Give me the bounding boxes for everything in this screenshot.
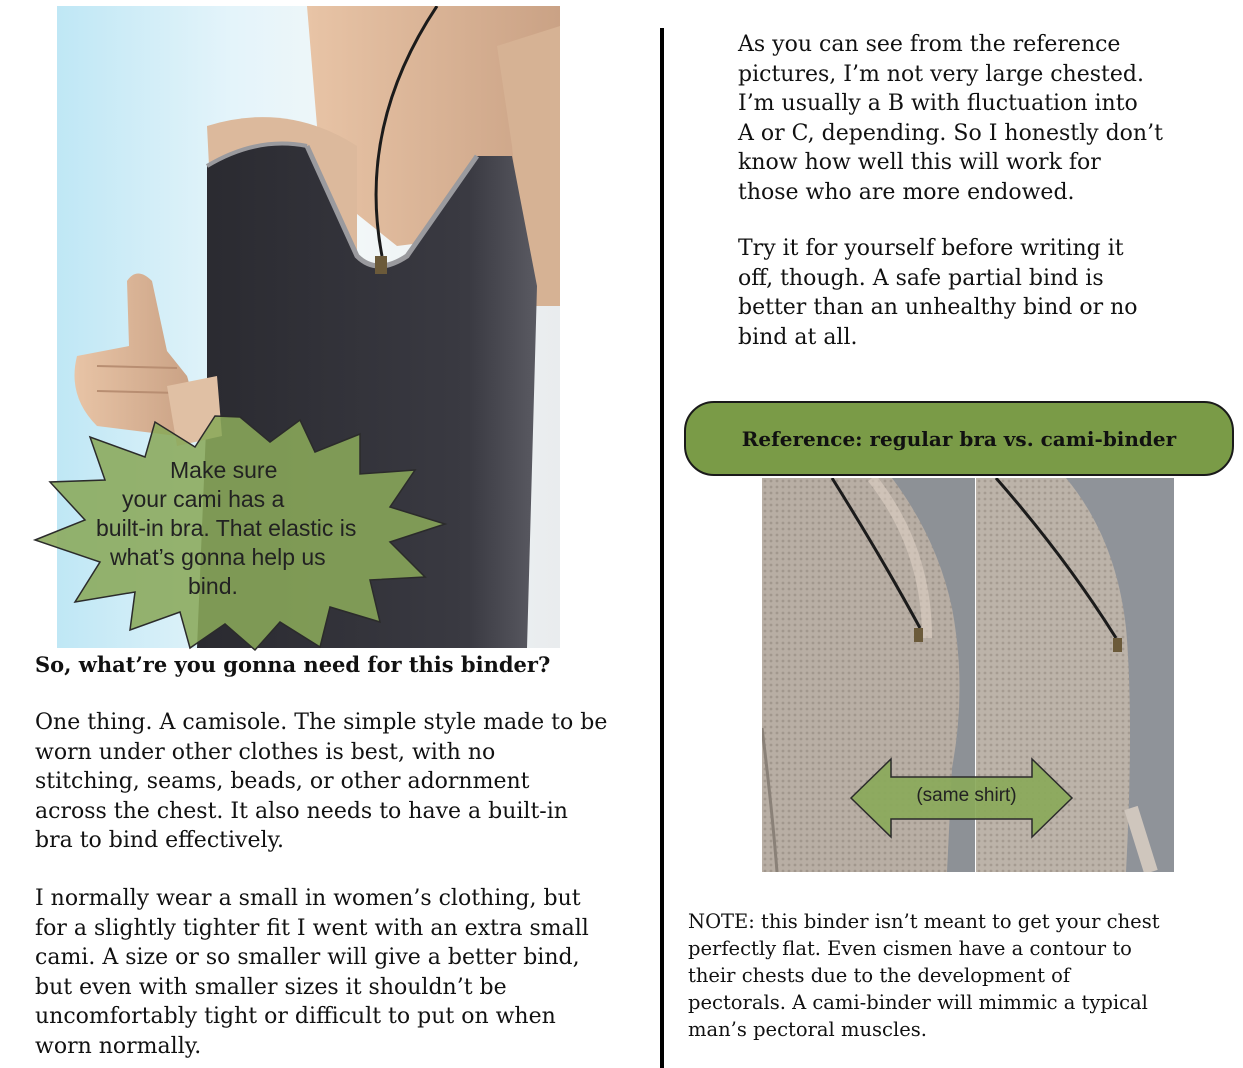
text-line: pectorals. A cami-binder will mimmic a typical [688,991,1148,1014]
text-line: A or C, depending. So I honestly don’t [738,120,1163,146]
column-divider [660,28,664,1068]
note-paragraph [688,908,1160,1043]
text-line: worn normally. [35,1033,202,1059]
text-line: man’s pectoral muscles. [688,1018,927,1041]
text-line: off, though. A safe partial bind is [738,265,1104,291]
size-paragraph [35,884,589,1061]
reference-label [684,401,1234,476]
text-line: One thing. A camisole. The simple style made to be [35,710,608,735]
callout-line: built-in bra. That elastic is [96,515,357,541]
section-heading: So, what’re you gonna need for this binder? [35,652,551,677]
text-line: cami. A size or so smaller will give a better bind, [35,945,580,970]
text-line: I’m usually a B with fluctuation into [738,91,1138,116]
text-line: for a slightly tighter fit I went with an extra small [35,915,589,941]
text-line: NOTE: this binder isn’t meant to get your chest [688,910,1160,933]
callout-text [60,456,420,601]
text-line: stitching, seams, beads, or other adornment [35,769,530,794]
text-line: uncomfortably tight or difficult to put on when [35,1004,556,1029]
text-line: I normally wear a small in women’s clothing, but [35,886,581,911]
text-line: those who are more endowed. [738,179,1075,205]
callout-line: bind. [188,573,238,599]
text-line: Try it for yourself before writing it [738,236,1124,261]
text-line: bra to bind effectively. [35,828,285,853]
text-line: worn under other clothes is best, with no [35,739,496,765]
camisole-paragraph [35,708,607,856]
chest-size-paragraph [738,30,1163,207]
reference-label-text: Reference: regular bra vs. cami-binder [741,426,1177,451]
text-line: but even with smaller sizes it shouldn’t be [35,974,507,1000]
try-it-paragraph [738,234,1138,352]
text-line: As you can see from the reference [738,32,1121,57]
text-line: better than an unhealthy bind or no [738,295,1138,320]
callout-line: Make sure [170,457,278,483]
callout-line: what’s gonna help us [110,544,326,570]
text-line: perfectly flat. Even cismen have a contour to [688,937,1132,960]
same-shirt-label: (same shirt) [916,785,1017,806]
callout-line: your cami has a [122,486,285,512]
text-line: their chests due to the development of [688,964,1071,987]
text-line: pictures, I’m not very large chested. [738,61,1144,87]
text-line: across the chest. It also needs to have a built-in [35,798,568,824]
text-line: know how well this will work for [738,150,1101,175]
text-line: bind at all. [738,324,858,350]
